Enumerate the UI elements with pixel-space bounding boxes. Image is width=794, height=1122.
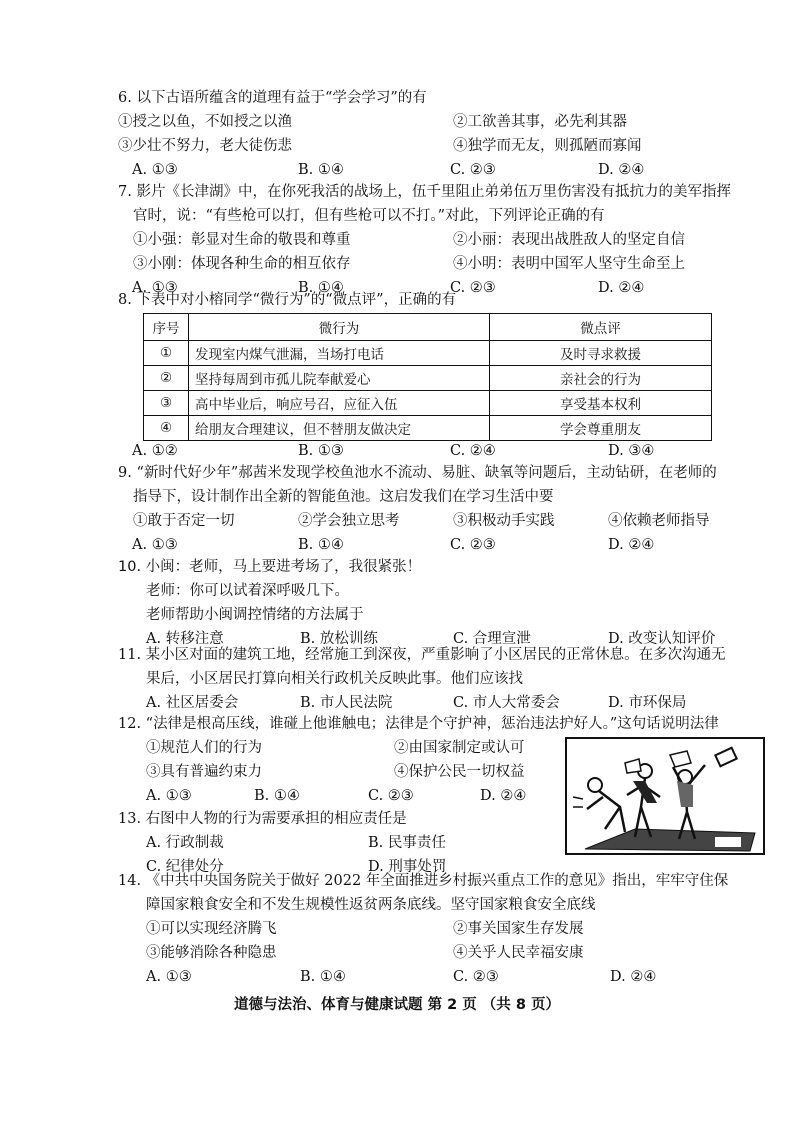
question-11 (118, 643, 758, 715)
question-stem: 14. 《中共中央国务院关于做好 2022 年全面推进乡村振兴重点工作的意见》指出，牢牢守住保 (118, 873, 729, 889)
choice-b: B. ①④ (298, 280, 344, 296)
table-cell: 亲社会的行为 (490, 366, 712, 391)
question-stem: 官时，说：“有些枪可以打，但有些枪可以不打。”对此，下列评论正确的有 (133, 208, 605, 224)
choice-b: B. 放松训练 (300, 631, 378, 647)
table-row (144, 341, 712, 366)
choice-a: A. ①③ (132, 162, 178, 178)
column-header: 序号 (144, 314, 189, 341)
statement-4: ④独学而无友，则孤陋而寡闻 (453, 138, 642, 154)
table-cell: 及时寻求救援 (490, 341, 712, 366)
question-8 (118, 288, 758, 312)
table-cell: ② (144, 366, 189, 391)
column-header: 微点评 (490, 314, 712, 341)
table-cell: ③ (144, 391, 189, 416)
choice-d: D. 刑事处罚 (368, 859, 447, 875)
question-stem: 12. “法律是根高压线，谁碰上他谁触电；法律是个守护神，惩治违法护好人。”这句话说明法律 (118, 716, 719, 732)
choice-d: D. ②④ (480, 788, 527, 804)
statement-3: ③积极动手实践 (453, 513, 555, 529)
choice-a: A. ①③ (132, 537, 178, 553)
choice-a: A. 转移注意 (146, 631, 224, 647)
table-row (144, 366, 712, 391)
question-14 (118, 869, 758, 989)
statement-4: ④依赖老师指导 (608, 513, 710, 529)
choice-c: C. ②③ (368, 788, 414, 804)
choice-b: B. ①④ (254, 788, 300, 804)
statement-4: ④保护公民一切权益 (394, 764, 525, 780)
question-stem: 11. 某小区对面的建筑工地，经常施工到深夜，严重影响了小区居民的正常休息。在多次沟通无 (118, 647, 726, 663)
page-footer: 道德与法治、体育与健康试题 第 2 页 （共 8 页） (234, 997, 560, 1013)
dialogue-student: 10. 小闽：老师，马上要进考场了，我很紧张！ (118, 559, 422, 575)
choice-b: B. ①③ (298, 443, 344, 459)
statement-2: ②工欲善其事，必先利其器 (453, 114, 627, 130)
choice-row (118, 965, 758, 989)
question-stem: 指导下，设计制作出全新的智能鱼池。这启发我们在学习生活中要 (133, 489, 554, 505)
choice-c: C. ②③ (450, 162, 496, 178)
choice-d: D. ②④ (598, 162, 645, 178)
choice-d: D. 市环保局 (608, 695, 687, 711)
statement-2: ②事关国家生存发展 (453, 921, 584, 937)
choice-a: A. ①③ (146, 969, 192, 985)
statement-1: ①授之以鱼，不如授之以渔 (118, 114, 292, 130)
choice-a: A. 行政制裁 (146, 835, 224, 851)
table-cell: 高中毕业后，响应号召，应征入伍 (189, 391, 490, 416)
option-row (118, 110, 758, 134)
option-row (118, 134, 758, 158)
statement-3: ③小刚：体现各种生命的相互依存 (133, 256, 351, 272)
statement-1: ①可以实现经济腾飞 (146, 921, 277, 937)
statement-3: ③具有普遍约束力 (146, 764, 262, 780)
dialogue-teacher: 老师：你可以试着深呼吸几下。 (146, 583, 349, 599)
question-stem: 13. 右图中人物的行为需要承担的相应责任是 (118, 811, 407, 827)
choice-b: B. ①④ (298, 537, 344, 553)
option-row (118, 917, 758, 941)
behavior-table (143, 313, 712, 441)
question-stem: 果后，小区居民打算向相关行政机关反映此事。他们应该找 (146, 671, 523, 687)
choice-b: B. 民事责任 (368, 835, 446, 851)
choice-d: D. 改变认知评价 (608, 631, 716, 647)
table-cell: 给朋友合理建议，但不替朋友做决定 (189, 416, 490, 441)
choice-row (118, 831, 758, 855)
statement-1: ①规范人们的行为 (146, 740, 262, 756)
question-7 (118, 180, 758, 300)
choice-a: A. ①② (132, 443, 178, 459)
statement-2: ②由国家制定或认可 (394, 740, 525, 756)
choice-b: B. ①④ (300, 969, 346, 985)
statement-1: ①小强：彰显对生命的敬畏和尊重 (133, 232, 351, 248)
table-cell: ① (144, 341, 189, 366)
choice-a: A. ①③ (146, 788, 192, 804)
question-stem: 9. “新时代好少年”郝茜米发现学校鱼池水不流动、易脏、缺氧等问题后，主动钻研，在老师的 (118, 465, 717, 481)
option-row (118, 228, 758, 252)
table-cell: 学会尊重朋友 (490, 416, 712, 441)
table-row (144, 391, 712, 416)
statement-4: ④小明：表明中国军人坚守生命至上 (453, 256, 685, 272)
question-8-choices (118, 439, 758, 463)
choice-b: B. ①④ (298, 162, 344, 178)
choice-d: D. ②④ (608, 537, 655, 553)
table-cell: 发现室内煤气泄漏，当场打电话 (189, 341, 490, 366)
choice-d: D. ③④ (608, 443, 655, 459)
choice-row (118, 533, 758, 557)
choice-a: A. 社区居委会 (146, 695, 239, 711)
statement-3: ③少壮不努力，老大徒伤悲 (118, 138, 292, 154)
statement-1: ①敢于否定一切 (133, 513, 235, 529)
option-row (118, 941, 758, 965)
choice-row (118, 439, 758, 463)
choice-row (118, 158, 758, 182)
choice-c: C. ②③ (450, 280, 496, 296)
question-stem: 老师帮助小闽调控情绪的方法属于 (146, 607, 364, 623)
choice-d: D. ②④ (610, 969, 657, 985)
choice-c: C. ②③ (453, 969, 499, 985)
choice-c: C. ②③ (450, 537, 496, 553)
table-row (144, 416, 712, 441)
statement-3: ③能够消除各种隐患 (146, 945, 277, 961)
option-row (118, 509, 758, 533)
statement-2: ②学会独立思考 (298, 513, 400, 529)
table-header-row (144, 314, 712, 341)
question-stem: 6. 以下古语所蕴含的道理有益于“学会学习”的有 (118, 90, 427, 106)
option-row (118, 252, 758, 276)
choice-b: B. 市人民法院 (300, 695, 393, 711)
question-stem: 7. 影片《长津湖》中，在你死我活的战场上，伍千里阻止弟弟伍万里伤害没有抵抗力的美军指挥 (118, 184, 731, 200)
question-6 (118, 86, 758, 182)
question-10 (118, 555, 758, 651)
question-stem: 8. 下表中对小榕同学“微行为”的“微点评”，正确的有 (118, 292, 457, 308)
choice-c: C. ②④ (450, 443, 496, 459)
question-9 (118, 461, 758, 557)
statement-4: ④关乎人民幸福安康 (453, 945, 584, 961)
choice-c: C. 市人大常委会 (453, 695, 560, 711)
table-cell: 享受基本权利 (490, 391, 712, 416)
choice-c: C. 纪律处分 (146, 859, 224, 875)
table-cell: ④ (144, 416, 189, 441)
statement-2: ②小丽：表现出战胜敌人的坚定自信 (453, 232, 685, 248)
table-cell: 坚持每周到市孤儿院奉献爱心 (189, 366, 490, 391)
question-stem: 障国家粮食安全和不发生规模性返贫两条底线。坚守国家粮食安全底线 (146, 897, 596, 913)
column-header: 微行为 (189, 314, 490, 341)
choice-c: C. 合理宣泄 (453, 631, 531, 647)
choice-d: D. ②④ (598, 280, 645, 296)
choice-a: A. ①③ (132, 280, 178, 296)
